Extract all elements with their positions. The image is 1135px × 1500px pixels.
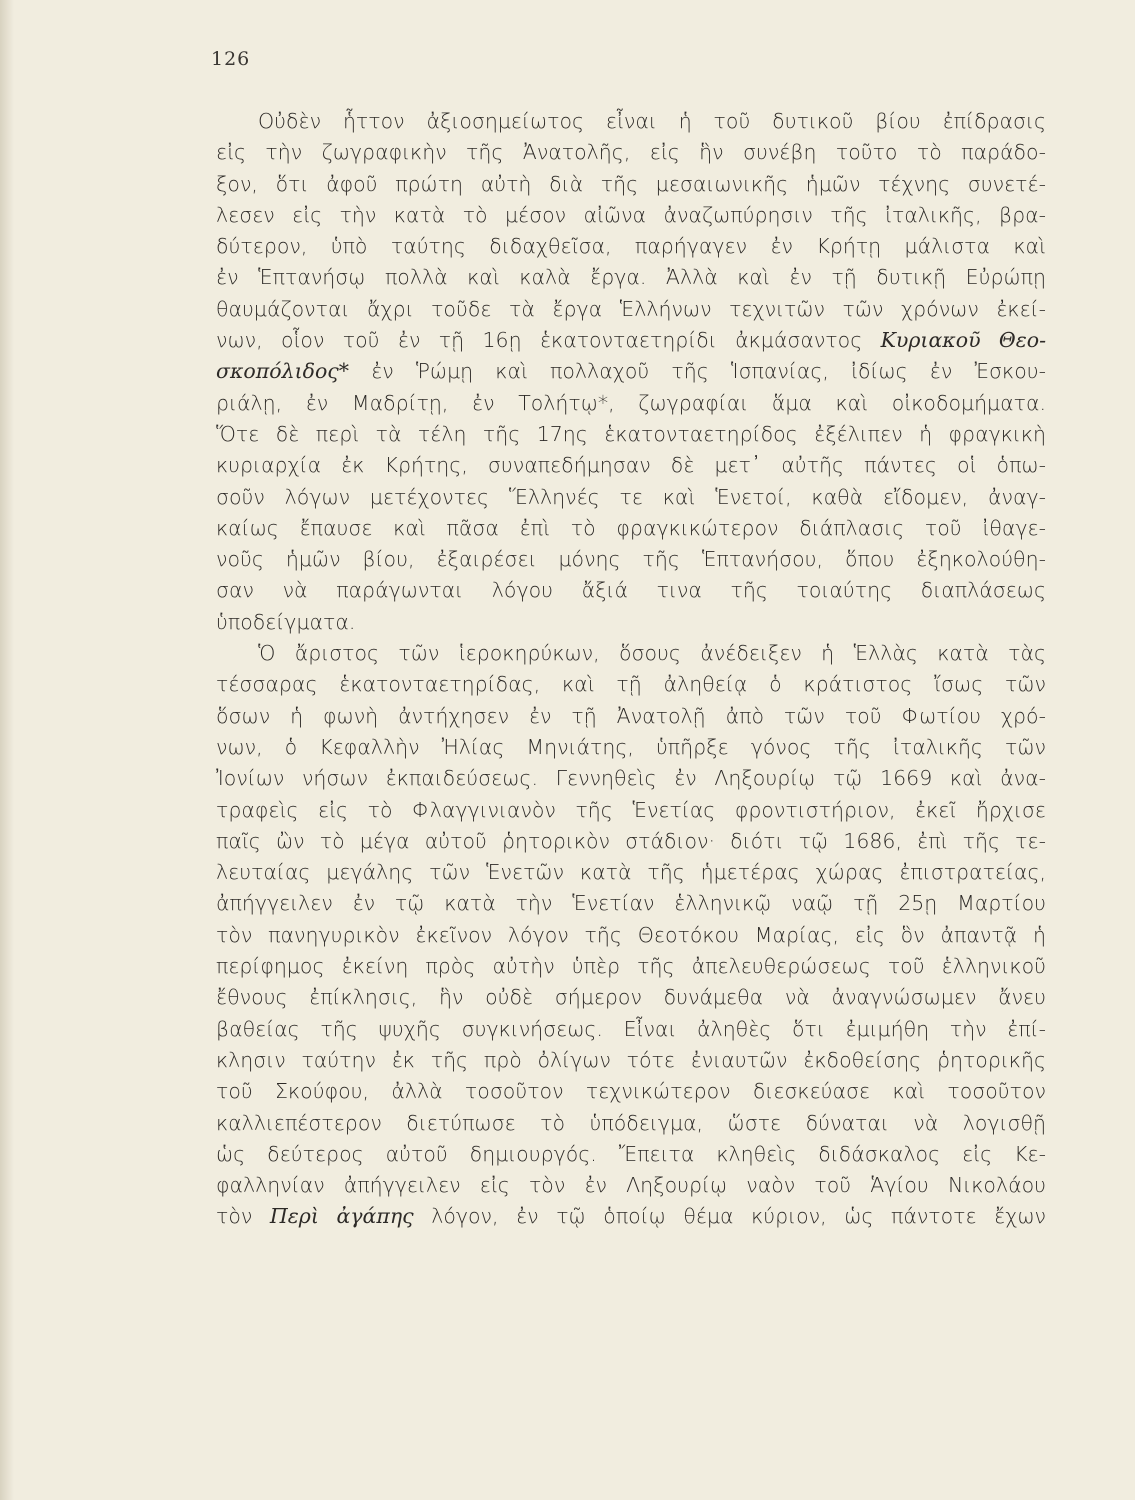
text-line: ὑποδείγματα. xyxy=(216,609,356,634)
body-text xyxy=(216,106,1046,1233)
text-line: σκοπόλιδος* ἐν Ῥώμῃ καὶ πολλαχοῦ τῆς Ἱσπανίας, ἰδίως ἐν Ἐσκου- xyxy=(216,359,1046,384)
text-line: δύτερον, ὑπὸ ταύτης διδαχθεῖσα, παρήγαγεν ἐν Κρήτῃ μάλιστα καὶ xyxy=(216,234,1046,259)
text-line: ὅσων ἡ φωνὴ ἀντήχησεν ἐν τῇ Ἀνατολῇ ἀπὸ τῶν τοῦ Φωτίου χρό- xyxy=(216,703,1046,728)
text-line: περίφημος ἐκείνη πρὸς αὐτὴν ὑπὲρ τῆς ἀπελευθερώσεως τοῦ ἑλληνικοῦ xyxy=(216,954,1046,979)
text-line: τὸν πανηγυρικὸν ἐκεῖνον λόγον τῆς Θεοτόκου Μαρίας, εἰς ὃν ἀπαντᾷ ἡ xyxy=(216,922,1046,947)
text-line: κλησιν ταύτην ἐκ τῆς πρὸ ὀλίγων τότε ἐνιαυτῶν ἐκδοθείσης ῥητορικῆς xyxy=(216,1047,1046,1072)
text-line: εἰς τὴν ζωγραφικὴν τῆς Ἀνατολῆς, εἰς ἣν συνέβη τοῦτο τὸ παράδο- xyxy=(216,140,1046,165)
text-line: κυριαρχία ἐκ Κρήτης, συναπεδήμησαν δὲ μετ᾽ αὐτῆς πάντες οἱ ὁπω- xyxy=(216,453,1046,478)
text-line: τὸν Περὶ ἀγάπης λόγον, ἐν τῷ ὁποίῳ θέμα κύριον, ὡς πάντοτε ἔχων xyxy=(216,1204,1046,1229)
text-line: νων, ὁ Κεφαλλὴν Ἠλίας Μηνιάτης, ὑπῆρξε γόνος τῆς ἰταλικῆς τῶν xyxy=(216,734,1046,759)
text-line: Ἰονίων νήσων ἐκπαιδεύσεως. Γεννηθεὶς ἐν Ληξουρίῳ τῷ 1669 καὶ ἀνα- xyxy=(216,766,1046,791)
text-line: Οὐδὲν ἧττον ἀξιοσημείωτος εἶναι ἡ τοῦ δυτικοῦ βίου ἐπίδρασις xyxy=(258,109,1046,133)
text-line: λευταίας μεγάλης τῶν Ἑνετῶν κατὰ τῆς ἡμετέρας χώρας ἐπιστρατείας, xyxy=(216,860,1046,885)
text-line: τέσσαρας ἑκατονταετηρίδας, καὶ τῇ ἀληθείᾳ ὁ κράτιστος ἴσως τῶν xyxy=(216,672,1046,697)
italic-name: Κυριακοῦ Θεο- xyxy=(880,328,1046,353)
text-line: βαθείας τῆς ψυχῆς συγκινήσεως. Εἶναι ἀληθὲς ὅτι ἐμιμήθη τὴν ἐπί- xyxy=(216,1016,1046,1041)
text-line: σοῦν λόγων μετέχοντες Ἕλληνές τε καὶ Ἑνετοί, καθὰ εἴδομεν, ἀναγ- xyxy=(216,484,1046,509)
text-line: καίως ἔπαυσε καὶ πᾶσα ἐπὶ τὸ φραγκικώτερον διάπλασις τοῦ ἰθαγε- xyxy=(216,515,1046,540)
text-line: φαλληνίαν ἀπήγγειλεν εἰς τὸν ἐν Ληξουρίῳ ναὸν τοῦ Ἁγίου Νικολάου xyxy=(216,1173,1046,1198)
text-line: ἔθνους ἐπίκλησις, ἣν οὐδὲ σήμερον δυνάμεθα νὰ ἀναγνώσωμεν ἄνευ xyxy=(216,985,1046,1010)
text-line: νων, οἷον τοῦ ἐν τῇ 16ῃ ἑκατονταετηρίδι ἀκμάσαντος Κυριακοῦ Θεο- xyxy=(216,328,1046,353)
text-line: καλλιεπέστερον διετύπωσε τὸ ὑπόδειγμα, ὥστε δύναται νὰ λογισθῇ xyxy=(216,1110,1046,1135)
page-number: 126 xyxy=(211,48,251,70)
text-line: ριάλῃ, ἐν Μαδρίτῃ, ἐν Τολήτῳ*, ζωγραφίαι ἅμα καὶ οἰκοδομήματα. xyxy=(216,390,1046,415)
text-line: σαν νὰ παράγωνται λόγου ἄξιά τινα τῆς τοιαύτης διαπλάσεως xyxy=(216,578,1046,603)
text-line: νοῦς ἡμῶν βίου, ἐξαιρέσει μόνης τῆς Ἑπτανήσου, ὅπου ἐξηκολούθη- xyxy=(216,547,1046,572)
text-line: τραφεὶς εἰς τὸ Φλαγγινιανὸν τῆς Ἑνετίας φροντιστήριον, ἐκεῖ ἤρχισε xyxy=(216,797,1046,822)
text-line: ὡς δεύτερος αὐτοῦ δημιουργός. Ἔπειτα κληθεὶς διδάσκαλος εἰς Κε- xyxy=(216,1141,1046,1166)
text-line: τοῦ Σκούφου, ἀλλὰ τοσοῦτον τεχνικώτερον διεσκεύασε καὶ τοσοῦτον xyxy=(216,1079,1046,1104)
text-line: Ὅτε δὲ περὶ τὰ τέλη τῆς 17ης ἑκατονταετηρίδος ἐξέλιπεν ἡ φραγκικὴ xyxy=(216,421,1046,446)
text-line: Ὁ ἄριστος τῶν ἱεροκηρύκων, ὅσους ἀνέδειξεν ἡ Ἑλλὰς κατὰ τὰς xyxy=(258,641,1046,666)
text-line: θαυμάζονται ἄχρι τοῦδε τὰ ἔργα Ἑλλήνων τεχνιτῶν τῶν χρόνων ἐκεί- xyxy=(216,296,1046,321)
text-line: ξον, ὅτι ἀφοῦ πρώτη αὐτὴ διὰ τῆς μεσαιωνικῆς ἡμῶν τέχνης συνετέ- xyxy=(216,171,1046,196)
text-line: ἀπήγγειλεν ἐν τῷ κατὰ τὴν Ἑνετίαν ἑλληνικῷ ναῷ τῇ 25ῃ Μαρτίου xyxy=(216,891,1046,916)
italic-title: Περὶ ἀγάπης xyxy=(269,1204,414,1229)
text-line: παῖς ὢν τὸ μέγα αὐτοῦ ῥητορικὸν στάδιον· διότι τῷ 1686, ἐπὶ τῆς τε- xyxy=(216,828,1046,853)
text-line: λεσεν εἰς τὴν κατὰ τὸ μέσον αἰῶνα ἀναζωπύρησιν τῆς ἰταλικῆς, βρα- xyxy=(216,202,1046,227)
italic-name: σκοπόλιδος* xyxy=(216,359,350,384)
text-line: ἐν Ἑπτανήσῳ πολλὰ καὶ καλὰ ἔργα. Ἀλλὰ καὶ ἐν τῇ δυτικῇ Εὐρώπῃ xyxy=(216,265,1046,290)
